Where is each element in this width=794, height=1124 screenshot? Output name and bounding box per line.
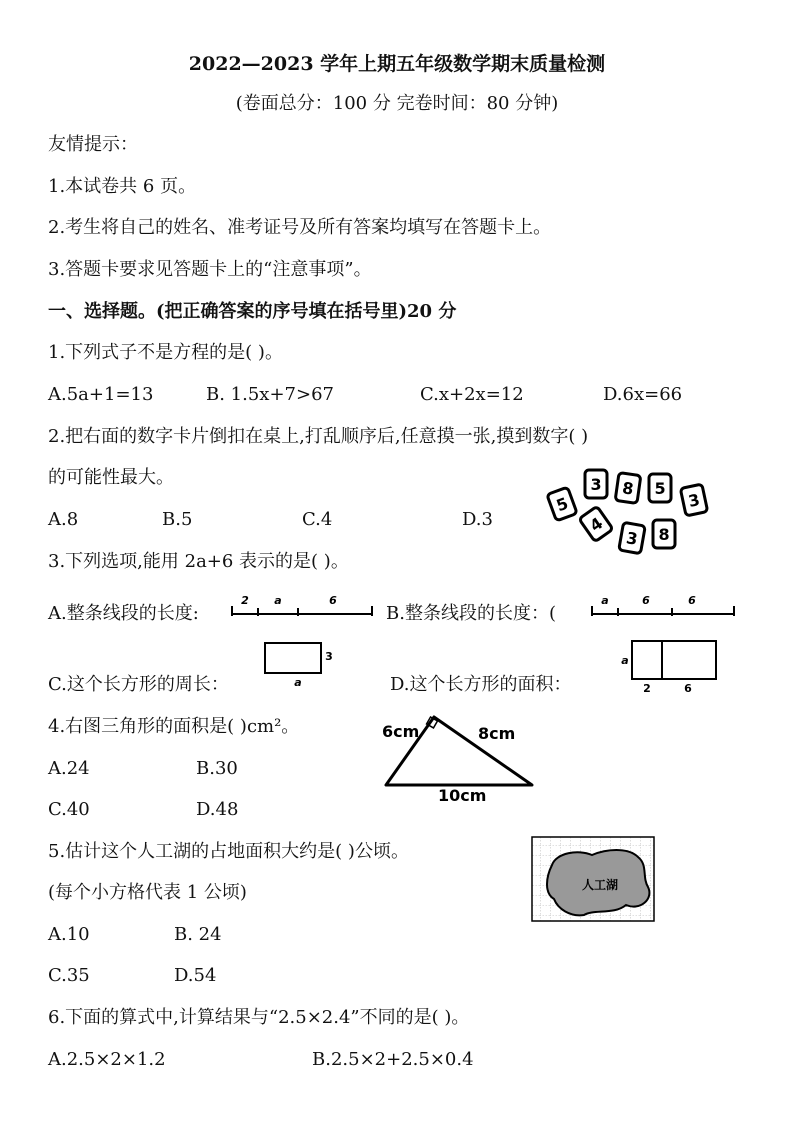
triangle-side-label: 8cm xyxy=(478,724,516,743)
tip-item: 3.答题卡要求见答题卡上的“注意事项”。 xyxy=(48,259,372,280)
segment-a-figure xyxy=(228,588,376,622)
number-card xyxy=(585,470,607,498)
tips-heading: 友情提示： xyxy=(48,134,138,155)
card-digit: 3 xyxy=(624,528,640,549)
card-digit: 8 xyxy=(658,525,670,544)
q1-option-c: C.x+2x=12 xyxy=(420,384,524,405)
page-title: 2022—2023 学年上期五年级数学期末质量检测 xyxy=(188,53,606,75)
question-3-stem: 3.下列选项,能用 2a+6 表示的是( )。 xyxy=(48,551,349,572)
card-digit: 3 xyxy=(590,475,602,494)
q2-option-c: C.4 xyxy=(302,509,333,530)
q6-option-a: A.2.5×2×1.2 xyxy=(48,1049,166,1070)
lake-label: 人工湖 xyxy=(581,878,619,892)
number-card xyxy=(615,473,641,504)
segment-b-figure xyxy=(588,588,738,622)
triangle-side-label: 10cm xyxy=(438,786,487,805)
segment-label: a xyxy=(601,594,609,607)
question-5-note: (每个小方格代表 1 公顷) xyxy=(48,882,247,903)
q2-option-d: D.3 xyxy=(462,509,493,530)
q1-option-b: B. 1.5x+7>67 xyxy=(206,384,334,405)
lake-grid-figure xyxy=(530,835,660,925)
number-card xyxy=(653,520,675,548)
question-4-stem: 4.右图三角形的面积是( )cm²。 xyxy=(48,716,300,737)
segment-label: 6 xyxy=(688,594,696,607)
triangle-figure xyxy=(378,705,538,805)
card-digit: 5 xyxy=(553,493,571,516)
q3-option-c: C.这个长方形的周长： xyxy=(48,674,229,695)
section-heading: 一、选择题。(把正确答案的序号填在括号里)20 分 xyxy=(48,301,457,322)
rect-side-label: 3 xyxy=(325,650,333,663)
q5-option-a: A.10 xyxy=(48,924,90,945)
question-5-stem: 5.估计这个人工湖的占地面积大约是( )公顷。 xyxy=(48,841,409,862)
rect-side-label: a xyxy=(621,654,629,667)
page-subtitle: (卷面总分：100 分 完卷时间：80 分钟) xyxy=(235,93,559,114)
q2-option-b: B.5 xyxy=(162,509,193,530)
number-card xyxy=(619,522,646,553)
q1-option-a: A.5a+1=13 xyxy=(48,384,154,405)
number-card xyxy=(547,487,577,521)
q3-option-b: B.整条线段的长度：( xyxy=(386,603,556,624)
segment-label: 6 xyxy=(329,594,337,607)
q4-option-c: C.40 xyxy=(48,799,90,820)
rect-side-label: a xyxy=(294,676,302,689)
rect-side-label: 2 xyxy=(643,682,651,695)
card-digit: 5 xyxy=(654,479,666,498)
q2-option-a: A.8 xyxy=(48,509,79,530)
number-cards-figure xyxy=(540,462,720,562)
card-digit: 3 xyxy=(686,490,702,511)
tip-item: 1.本试卷共 6 页。 xyxy=(48,176,197,197)
segment-label: a xyxy=(274,594,282,607)
rectangle-d-figure xyxy=(618,638,728,696)
rect-side-label: 6 xyxy=(684,682,692,695)
q1-option-d: D.6x=66 xyxy=(603,384,683,405)
card-digit: 4 xyxy=(586,513,607,536)
q5-option-d: D.54 xyxy=(174,965,217,986)
q4-option-a: A.24 xyxy=(48,758,90,779)
q3-option-a: A.整条线段的长度: xyxy=(48,603,199,624)
triangle-side-label: 6cm xyxy=(382,722,420,741)
q5-option-c: C.35 xyxy=(48,965,90,986)
q4-option-d: D.48 xyxy=(196,799,239,820)
segment-label: 2 xyxy=(241,594,249,607)
question-2-stem-cont: 的可能性最大。 xyxy=(48,467,174,488)
question-2-stem: 2.把右面的数字卡片倒扣在桌上,打乱顺序后,任意摸一张,摸到数字( ) xyxy=(48,426,589,447)
number-card xyxy=(579,506,613,542)
q5-option-b: B. 24 xyxy=(174,924,222,945)
rectangle-c-figure xyxy=(260,640,340,690)
card-digit: 8 xyxy=(621,478,635,499)
number-card xyxy=(649,474,671,502)
q6-option-b: B.2.5×2+2.5×0.4 xyxy=(312,1049,474,1070)
tip-item: 2.考生将自己的姓名、准考证号及所有答案均填写在答题卡上。 xyxy=(48,217,552,238)
q4-option-b: B.30 xyxy=(196,758,238,779)
question-1-stem: 1.下列式子不是方程的是( )。 xyxy=(48,342,283,363)
number-card xyxy=(680,484,707,516)
segment-label: 6 xyxy=(642,594,650,607)
q3-option-d: D.这个长方形的面积： xyxy=(390,674,572,695)
question-6-stem: 6.下面的算式中,计算结果与“2.5×2.4”不同的是( )。 xyxy=(48,1007,470,1028)
